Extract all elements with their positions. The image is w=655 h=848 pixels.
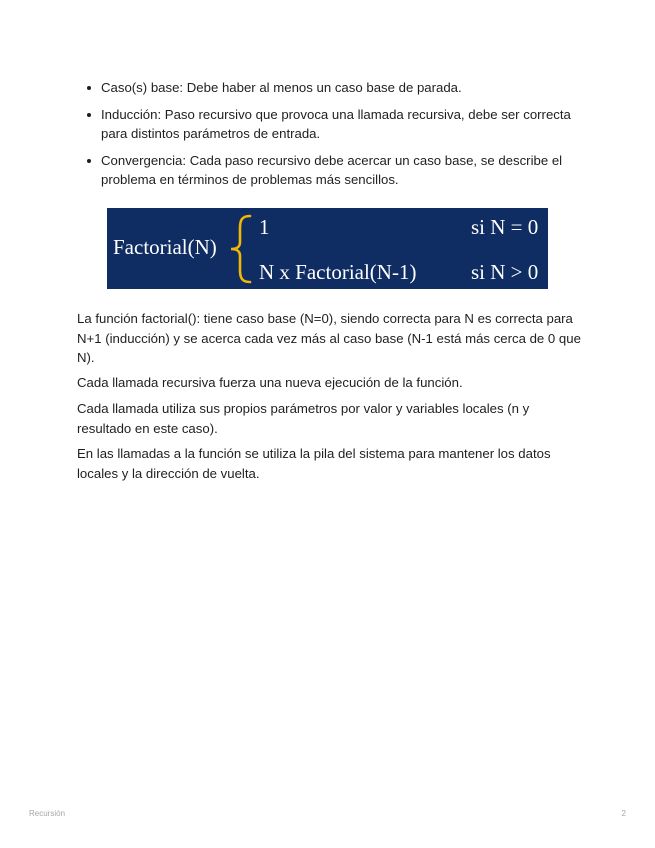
bullet-item-base-case [77, 78, 582, 98]
paragraph-factorial-explanation: La función factorial(): tiene caso base (N=0), siendo correcta para N es correcta para N+1 (inducción) y se acerca cada vez más al caso base (N-1 está más cerca de 0 que N). [77, 311, 581, 365]
bullet-text: Convergencia: Cada paso recursivo debe acercar un caso base, se describe el problema en términos de problemas más sencillos. [101, 152, 563, 187]
bullet-text: Caso(s) base: Debe haber al menos un caso base de parada. [101, 80, 462, 95]
formula-case2-value: N x Factorial(N-1) [259, 260, 417, 284]
factorial-formula-image [107, 208, 548, 289]
formula-case2-condition: si N > 0 [471, 260, 539, 284]
page-number: 2 [621, 809, 626, 818]
formula-case1-value: 1 [259, 215, 270, 239]
paragraph-own-parameters: Cada llamada utiliza sus propios parámetros por valor y variables locales (n y resultado en este caso). [77, 401, 530, 436]
bullet-item-induction [77, 105, 582, 144]
bullet-dot-icon [87, 159, 91, 163]
bullet-item-convergence [77, 151, 582, 190]
paragraph-new-execution: Cada llamada recursiva fuerza una nueva ejecución de la función. [77, 375, 463, 390]
footer-title: Recursión [29, 809, 66, 818]
paragraph-system-stack: En las llamadas a la función se utiliza la pila del sistema para mantener los datos locales y la dirección de vuelta. [77, 446, 551, 481]
formula-case1-condition: si N = 0 [471, 215, 539, 239]
bullet-dot-icon [87, 86, 91, 90]
bullet-list [77, 78, 582, 190]
bullet-dot-icon [87, 113, 91, 117]
bullet-text: Inducción: Paso recursivo que provoca una llamada recursiva, debe ser correcta para distintos parámetros de entrada. [101, 106, 571, 141]
formula-lhs: Factorial(N) [113, 235, 217, 259]
curly-brace-icon [228, 214, 254, 284]
bullet-section [77, 78, 582, 197]
